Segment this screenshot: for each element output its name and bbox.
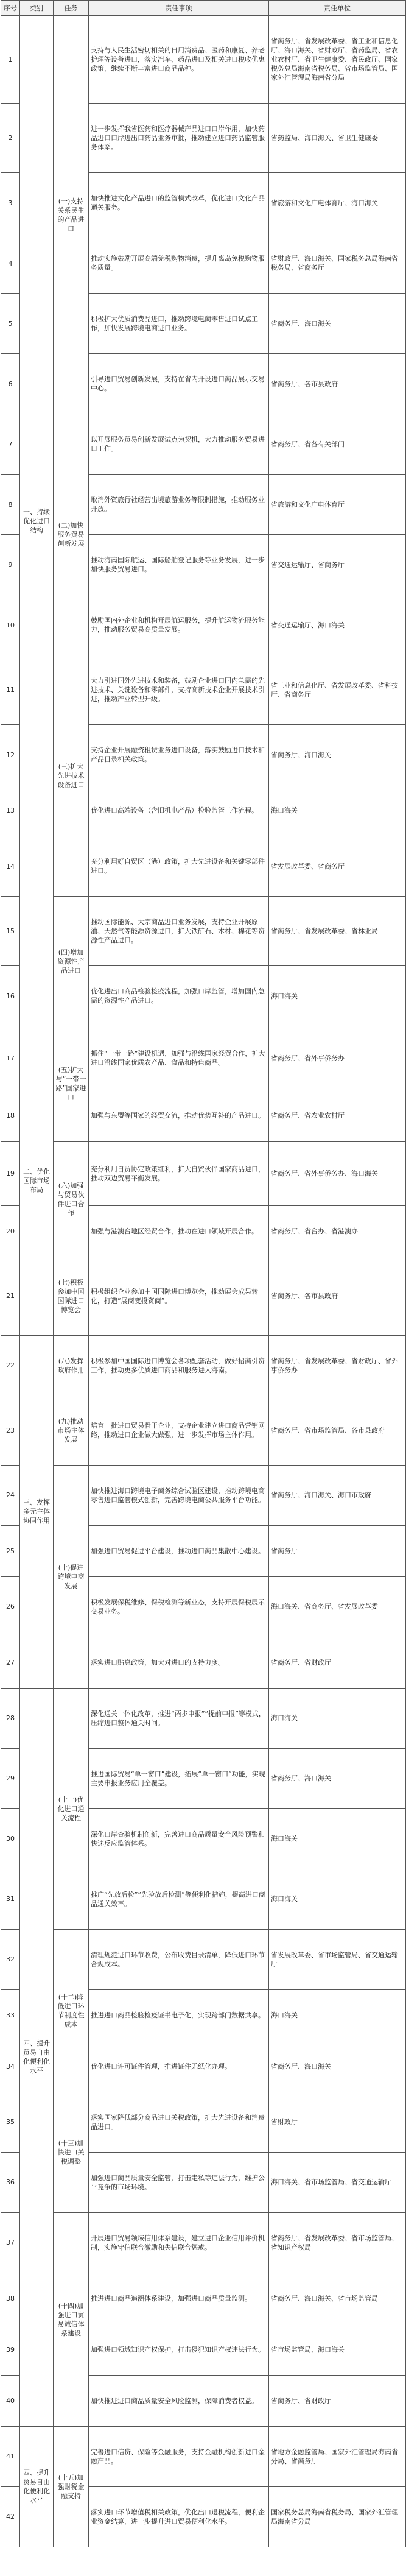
unit-cell: 省商务厅、海口海关 bbox=[269, 2041, 406, 2092]
category-cell: 一、持续优化进口结构 bbox=[20, 16, 54, 1026]
task-cell: (十三)加快进口关税调整 bbox=[54, 2092, 89, 2212]
table-row bbox=[1, 1257, 406, 1335]
unit-cell: 省商务厅、海口海关、省市场监管局 bbox=[269, 2273, 406, 2324]
matter-cell: 加强与港澳台地区经贸合作，推动在进口领域开展合作。 bbox=[89, 1205, 269, 1257]
matter-cell: 落实进口环节增值税相关政策，优化出口退税流程，便利企业资金结算，进一步提升进口贸易便利化水平。 bbox=[89, 2486, 269, 2547]
matter-cell: 推进国际贸易“单一窗口”建设，拓展“单一窗口”功能，实现主要申报业务应用全覆盖。 bbox=[89, 1748, 269, 1808]
matter-cell: 加强与东盟等国家的经贸交流，推动优势互补的产品进口。 bbox=[89, 1090, 269, 1142]
table-row bbox=[1, 655, 406, 725]
task-cell: (十)促进跨境电商发展 bbox=[54, 1465, 89, 1688]
matter-cell: 取消外资旅行社经营出境旅游业务等限制措施，推动服务业开放。 bbox=[89, 475, 269, 535]
row-number: 31 bbox=[1, 1869, 20, 1929]
table-row bbox=[1, 1688, 406, 1748]
row-number: 26 bbox=[1, 1576, 20, 1637]
matter-cell: 支持与人民生活密切相关的日用消费品、医药和康复、养老护理等设备进口，落实汽车、药品进口及相关进口税收优惠政策，继续不断丰富进口商品品种。 bbox=[89, 16, 269, 104]
matter-cell: 积极扩大优质消费品进口，推动跨境电商零售进口试点工作，加快发展跨境电商进口业务。 bbox=[89, 294, 269, 354]
unit-cell: 省商务厅、海口海关 bbox=[269, 725, 406, 785]
matter-cell: 积极组织企业参加中国国际进口博览会，推动展会成果转化，打造“展商变投资商”。 bbox=[89, 1257, 269, 1335]
unit-cell: 海口海关 bbox=[269, 966, 406, 1026]
unit-cell: 省旅游和文化广电体育厅、海口海关 bbox=[269, 173, 406, 233]
unit-cell: 国家税务总局海南省税务局、国家外汇管理局海南省分局 bbox=[269, 2486, 406, 2547]
unit-cell: 省财政厅、海口海关、国家税务总局海南省税务局、省商务厅 bbox=[269, 233, 406, 294]
unit-cell: 省药监局、海口海关、省卫生健康委 bbox=[269, 104, 406, 173]
matter-cell: 积极参加中国国际进口博览会各项配套活动，做好招商引资工作，推动更多优质进口商品和服务进入海南。 bbox=[89, 1335, 269, 1396]
row-number: 9 bbox=[1, 535, 20, 595]
matter-cell: 大力引进国外先进技术和装备，鼓励企业进口国内急需的先进技术、关键设备和零部件，支持高新技术企业开展技术引进，推动产业转型升级。 bbox=[89, 655, 269, 725]
table-header-row bbox=[1, 1, 406, 16]
row-number: 40 bbox=[1, 2375, 20, 2426]
matter-cell: 抓住“一带一路”建设机遇，加强与沿线国家经贸合作，扩大进口沿线国家优质农产品、食品和特色商品。 bbox=[89, 1026, 269, 1090]
row-number: 17 bbox=[1, 1026, 20, 1090]
row-number: 30 bbox=[1, 1808, 20, 1869]
task-table bbox=[1, 0, 406, 2547]
row-number: 15 bbox=[1, 897, 20, 966]
row-number: 16 bbox=[1, 966, 20, 1026]
task-cell: (十四)加强进口贸易诚信体系建设 bbox=[54, 2212, 89, 2426]
unit-cell: 省商务厅、省市场监管局、各市县政府 bbox=[269, 1396, 406, 1465]
task-cell: (八)发挥政府作用 bbox=[54, 1335, 89, 1396]
row-number: 36 bbox=[1, 2152, 20, 2212]
matter-cell: 加快推进海口跨境电子商务综合试验区建设，推动跨境电商零售进口监管模式创新，完善跨境电商公共服务平台功能。 bbox=[89, 1465, 269, 1525]
table-row bbox=[1, 2212, 406, 2273]
task-cell: (二)加快服务贸易创新发展 bbox=[54, 414, 89, 655]
row-number: 41 bbox=[1, 2426, 20, 2486]
matter-cell: 推广“先放后检”“先验放后检测”等便利化措施，提高进口商品通关效率。 bbox=[89, 1869, 269, 1929]
row-number: 11 bbox=[1, 655, 20, 725]
unit-cell: 省商务厅、省农业农村厅 bbox=[269, 1090, 406, 1142]
header-category: 类别 bbox=[20, 1, 54, 16]
matter-cell: 充分利用自贸协定政策红利，扩大自贸伙伴国家商品进口，推动双边贸易平衡发展。 bbox=[89, 1142, 269, 1205]
matter-cell: 优化进口高端设备（含旧机电产品）检验监管工作流程。 bbox=[89, 785, 269, 836]
unit-cell: 省商务厅、海口海关 bbox=[269, 1748, 406, 1808]
matter-cell: 加强进口贸易促进平台建设，推动进口商品集散中心建设。 bbox=[89, 1525, 269, 1576]
task-cell: (十一)优化进口通关流程 bbox=[54, 1688, 89, 1929]
matter-cell: 优化进出口商品检验检疫流程，加强口岸监管，增加国内急需的资源性产品进口。 bbox=[89, 966, 269, 1026]
row-number: 21 bbox=[1, 1257, 20, 1335]
matter-cell: 清理规范进口环节收费，公布收费目录清单，降低进口环节合规成本。 bbox=[89, 1929, 269, 1989]
row-number: 35 bbox=[1, 2092, 20, 2152]
row-number: 13 bbox=[1, 785, 20, 836]
unit-cell: 省商务厅、各市县政府 bbox=[269, 1257, 406, 1335]
unit-cell: 省商务厅、省财政厅 bbox=[269, 1637, 406, 1688]
unit-cell: 省交通运输厅、海口海关 bbox=[269, 595, 406, 655]
matter-cell: 推动海南国际航运、国际船舶登记服务等业务发展，进一步加快服务贸易进口。 bbox=[89, 535, 269, 595]
table-row bbox=[1, 1396, 406, 1465]
matter-cell: 进一步发挥我省医药和医疗器械产品进口口岸作用，加快药品进口口岸进出口药品业务审批，推动建立进口药品监管服务体系。 bbox=[89, 104, 269, 173]
row-number: 1 bbox=[1, 16, 20, 104]
unit-cell: 海口海关、省市场监管局、省交通运输厅 bbox=[269, 2152, 406, 2212]
row-number: 23 bbox=[1, 1396, 20, 1465]
row-number: 18 bbox=[1, 1090, 20, 1142]
category-cell: 四、提升贸易自由化便利化水平 bbox=[20, 1688, 54, 2426]
unit-cell: 省旅游和文化广电体育厅 bbox=[269, 475, 406, 535]
row-number: 5 bbox=[1, 294, 20, 354]
table-row bbox=[1, 1465, 406, 1525]
unit-cell: 省商务厅、省各有关部门 bbox=[269, 414, 406, 475]
matter-cell: 落实进口贴息政策，加大对进口的支持力度。 bbox=[89, 1637, 269, 1688]
header-no: 序号 bbox=[1, 1, 20, 16]
table-row bbox=[1, 1026, 406, 1090]
unit-cell: 海口海关 bbox=[269, 1989, 406, 2041]
unit-cell: 省市场监管局、海口海关 bbox=[269, 2324, 406, 2375]
task-cell: (九)推动市场主体发展 bbox=[54, 1396, 89, 1465]
table-row bbox=[1, 414, 406, 475]
header-matter: 责任事项 bbox=[89, 1, 269, 16]
table-row bbox=[1, 2426, 406, 2486]
matter-cell: 支持企业开展融资租赁业务进口设备，落实鼓励进口技术和产品目录相关政策。 bbox=[89, 725, 269, 785]
row-number: 34 bbox=[1, 2041, 20, 2092]
row-number: 32 bbox=[1, 1929, 20, 1989]
row-number: 12 bbox=[1, 725, 20, 785]
header-unit: 责任单位 bbox=[269, 1, 406, 16]
matter-cell: 完善进口信贷、保险等金融服务，支持金融机构创新进口金融产品。 bbox=[89, 2426, 269, 2486]
unit-cell: 省商务厅、省外事侨务办 bbox=[269, 1026, 406, 1090]
row-number: 37 bbox=[1, 2212, 20, 2273]
matter-cell: 优化进口许可证件管理，推进证件无纸化办理。 bbox=[89, 2041, 269, 2092]
category-cell: 四、提升贸易自由化便利化水平 bbox=[20, 2426, 54, 2547]
unit-cell: 省商务厅、省发展改革委、省财政厅、省外事侨务办 bbox=[269, 1335, 406, 1396]
row-number: 7 bbox=[1, 414, 20, 475]
matter-cell: 推动国际能源、大宗商品进口业务发展，支持企业开展原油、天然气等能源资源进口，扩大铁矿石、木材、棉花等资源性产品进口。 bbox=[89, 897, 269, 966]
unit-cell: 省商务厅、海口海关、海口市政府 bbox=[269, 1465, 406, 1525]
table-row bbox=[1, 1335, 406, 1396]
matter-cell: 加强进口领域知识产权保护，打击侵犯知识产权违法行为。 bbox=[89, 2324, 269, 2375]
matter-cell: 推进进口商品追溯体系建设，加强进口商品质量监测。 bbox=[89, 2273, 269, 2324]
row-number: 25 bbox=[1, 1525, 20, 1576]
row-number: 6 bbox=[1, 354, 20, 414]
matter-cell: 落实国家降低部分商品进口关税政策，扩大先进设备和消费品进口。 bbox=[89, 2092, 269, 2152]
row-number: 42 bbox=[1, 2486, 20, 2547]
row-number: 28 bbox=[1, 1688, 20, 1748]
task-cell: (五)扩大与“一带一路”国家进口 bbox=[54, 1026, 89, 1142]
matter-cell: 深化口岸查验机制创新，完善进口商品质量安全风险预警和快速反应监管体系。 bbox=[89, 1808, 269, 1869]
unit-cell: 海口海关 bbox=[269, 1808, 406, 1869]
task-cell: (十二)降低进口环节制度性成本 bbox=[54, 1929, 89, 2092]
table-row bbox=[1, 1142, 406, 1205]
row-number: 22 bbox=[1, 1335, 20, 1396]
matter-cell: 加强进口商品质量安全监管，打击走私等违法行为，维护公平竞争的市场环境。 bbox=[89, 2152, 269, 2212]
row-number: 2 bbox=[1, 104, 20, 173]
task-cell: (十五)加强财税金融支持 bbox=[54, 2426, 89, 2547]
matter-cell: 加快推进进口商品质量安全风险监测，保障消费者权益。 bbox=[89, 2375, 269, 2426]
row-number: 27 bbox=[1, 1637, 20, 1688]
task-cell: (六)加强与贸易伙伴进口合作 bbox=[54, 1142, 89, 1257]
row-number: 33 bbox=[1, 1989, 20, 2041]
table-row bbox=[1, 897, 406, 966]
matter-cell: 推动实施鼓励开展高端免税购物消费，提升离岛免税购物服务质量。 bbox=[89, 233, 269, 294]
task-cell: (一)支持关系民生的产品进口 bbox=[54, 16, 89, 414]
unit-cell: 省商务厅、省台办、省港澳办 bbox=[269, 1205, 406, 1257]
unit-cell: 省商务厅、省发展改革委、省工业和信息化厅、海口海关、省财政厅、省药监局、省农业农村厅、省卫生健康委、省民政厅、国家税务总局海南省税务局、省市场监管局、国家外汇管理局海南省分局 bbox=[269, 16, 406, 104]
table-body bbox=[1, 16, 406, 2547]
unit-cell: 省地方金融监管局、国家外汇管理局海南省分局、省商务厅 bbox=[269, 2426, 406, 2486]
row-number: 39 bbox=[1, 2324, 20, 2375]
unit-cell: 省商务厅、省发展改革委、省林业局 bbox=[269, 897, 406, 966]
row-number: 29 bbox=[1, 1748, 20, 1808]
table-row bbox=[1, 1929, 406, 1989]
unit-cell: 省工业和信息化厅、省发展改革委、省科技厅、省商务厅 bbox=[269, 655, 406, 725]
matter-cell: 深化通关一体化改革，推进“两步申报”“提前申报”等模式，压缩进口整体通关时间。 bbox=[89, 1688, 269, 1748]
unit-cell: 省财政厅 bbox=[269, 2092, 406, 2152]
unit-cell: 海口海关 bbox=[269, 785, 406, 836]
row-number: 24 bbox=[1, 1465, 20, 1525]
matter-cell: 积极发展保税维修、保税检测等新业态，支持开展保税展示交易业务。 bbox=[89, 1576, 269, 1637]
row-number: 38 bbox=[1, 2273, 20, 2324]
row-number: 3 bbox=[1, 173, 20, 233]
matter-cell: 引导进口贸易创新发展，支持在省内开设进口商品展示交易中心。 bbox=[89, 354, 269, 414]
row-number: 8 bbox=[1, 475, 20, 535]
unit-cell: 省商务厅、省财政厅 bbox=[269, 2375, 406, 2426]
row-number: 20 bbox=[1, 1205, 20, 1257]
unit-cell: 省发展改革委、省市场监管局、省交通运输厅 bbox=[269, 1929, 406, 1989]
row-number: 10 bbox=[1, 595, 20, 655]
unit-cell: 省商务厅、各市县政府 bbox=[269, 354, 406, 414]
matter-cell: 开展进口贸易领域信用体系建设，建立进口企业信用评价机制，实施守信联合激励和失信联合惩戒。 bbox=[89, 2212, 269, 2273]
task-cell: (七)积极参加中国国际进口博览会 bbox=[54, 1257, 89, 1335]
matter-cell: 推进进口商品检验检疫证书电子化，实现跨部门数据共享。 bbox=[89, 1989, 269, 2041]
task-cell: (四)增加资源性产品进口 bbox=[54, 897, 89, 1026]
table-row bbox=[1, 16, 406, 104]
matter-cell: 鼓励国内外企业和机构开展航运服务，提升航运物流服务能力，推动服务贸易高质量发展。 bbox=[89, 595, 269, 655]
task-cell: (三)扩大先进技术设备进口 bbox=[54, 655, 89, 897]
matter-cell: 充分利用好自贸区（港）政策，扩大先进设备和关键零部件进口。 bbox=[89, 836, 269, 897]
unit-cell: 省交通运输厅、省商务厅 bbox=[269, 535, 406, 595]
category-cell: 二、优化国际市场布局 bbox=[20, 1026, 54, 1336]
table-row bbox=[1, 2092, 406, 2152]
unit-cell: 省发展改革委、省商务厅 bbox=[269, 836, 406, 897]
row-number: 14 bbox=[1, 836, 20, 897]
matter-cell: 加快推进文化产品进口的监管模式改革，优化进口文化产品通关服务。 bbox=[89, 173, 269, 233]
unit-cell: 省商务厅、海口海关 bbox=[269, 294, 406, 354]
unit-cell: 海口海关 bbox=[269, 1869, 406, 1929]
matter-cell: 培育一批进口贸易骨干企业，支持企业建立进口商品营销网络，推动进口企业做大做强，进一步发挥市场主体作用。 bbox=[89, 1396, 269, 1465]
unit-cell: 省商务厅、省外事侨务办、海口海关 bbox=[269, 1142, 406, 1205]
header-task: 任务 bbox=[54, 1, 89, 16]
row-number: 19 bbox=[1, 1142, 20, 1205]
category-cell: 三、发挥多元主体协同作用 bbox=[20, 1335, 54, 1688]
unit-cell: 海口海关 bbox=[269, 1688, 406, 1748]
row-number: 4 bbox=[1, 233, 20, 294]
unit-cell: 省商务厅、省发展改革委、省市场监管局、省知识产权局 bbox=[269, 2212, 406, 2273]
matter-cell: 以开展服务贸易创新发展试点为契机，大力推动服务贸易进口工作。 bbox=[89, 414, 269, 475]
unit-cell: 省商务厅 bbox=[269, 1525, 406, 1576]
unit-cell: 海口海关、省商务厅、省发展改革委 bbox=[269, 1576, 406, 1637]
